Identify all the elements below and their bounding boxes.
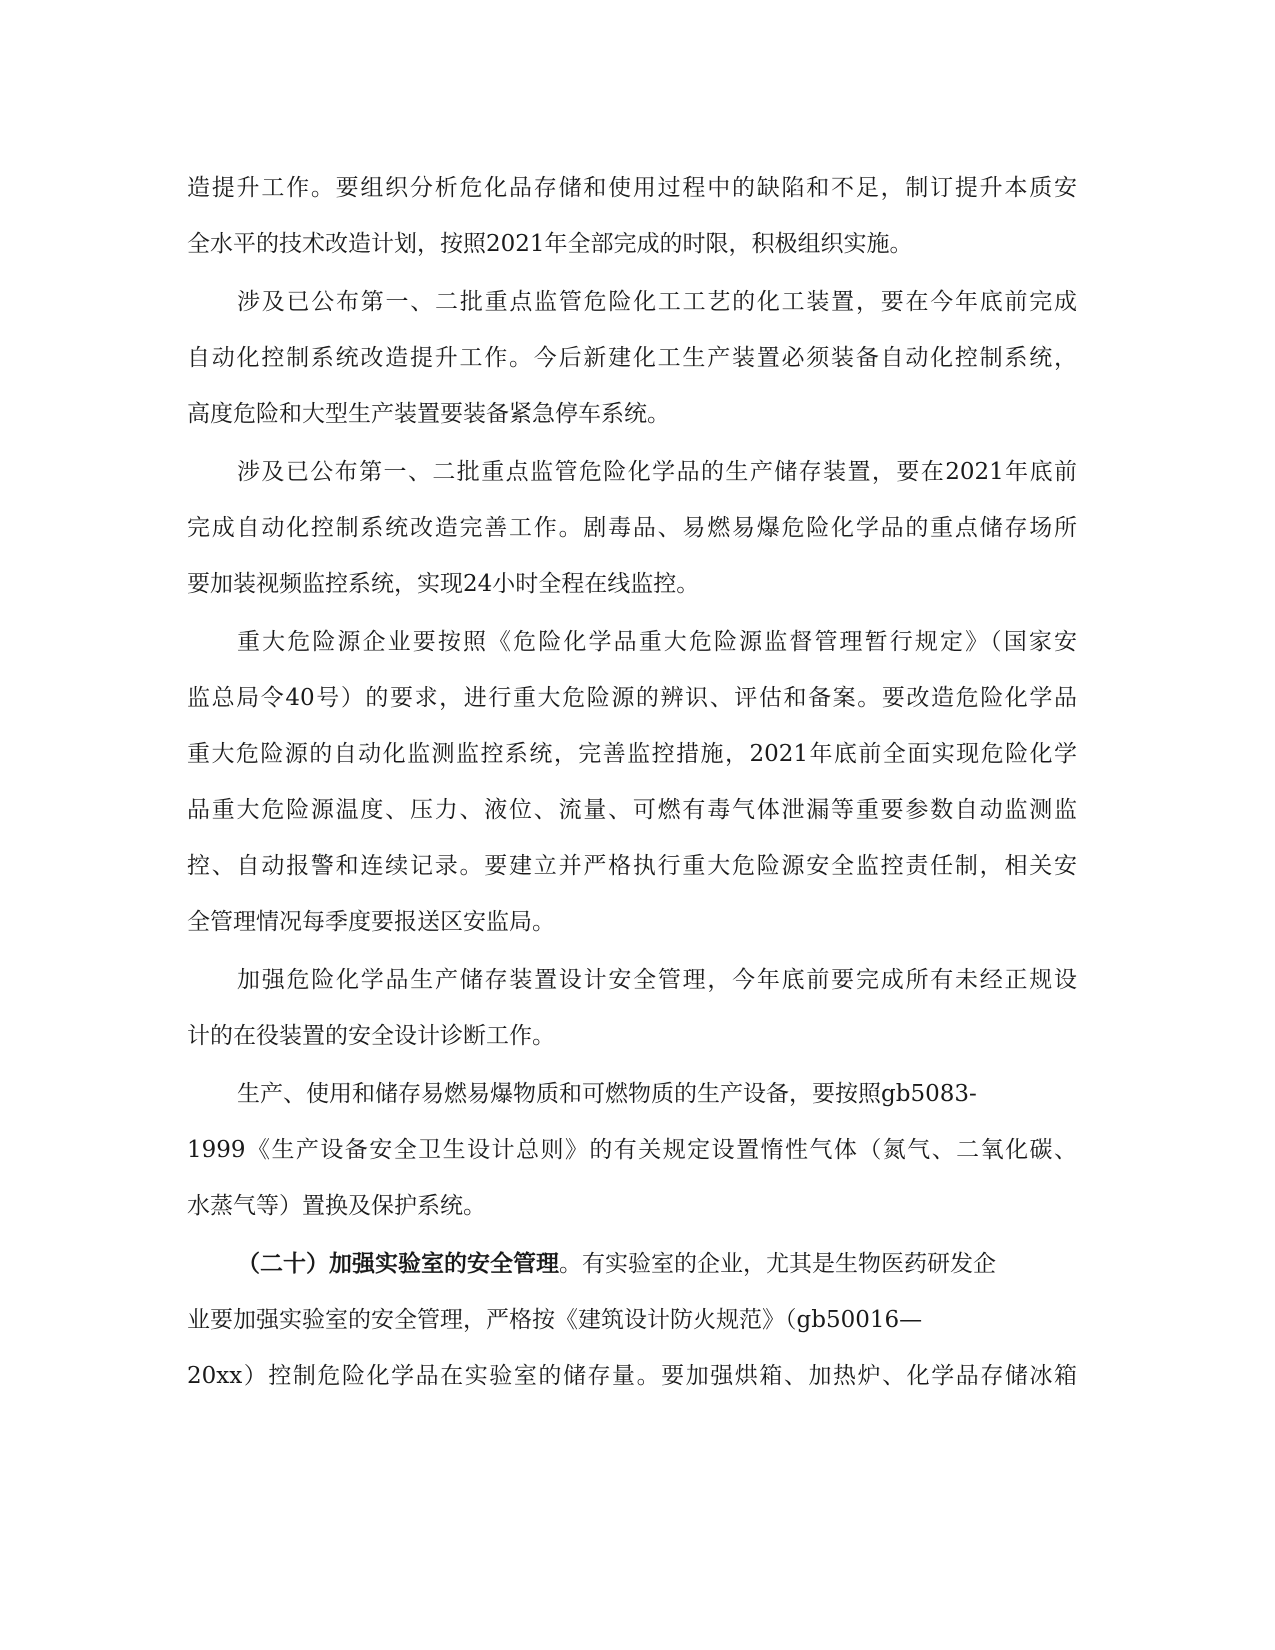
body-text-line: 涉及已公布第一、二批重点监管危险化工工艺的化工装置，要在今年底前完成 — [237, 289, 1077, 315]
body-text-line: 20xx）控制危险化学品在实验室的储存量。要加强烘箱、加热炉、化学品存储冰箱 — [187, 1363, 1077, 1389]
body-text-line: 计的在役装置的安全设计诊断工作。 — [187, 1023, 555, 1049]
body-text-line: 重大危险源企业要按照《危险化学品重大危险源监督管理暂行规定》（国家安 — [237, 629, 1077, 655]
body-text-line: 1999《生产设备安全卫生设计总则》的有关规定设置惰性气体（氮气、二氧化碳、 — [187, 1137, 1077, 1163]
body-text-line — [237, 1249, 1077, 1279]
body-text-line: 全管理情况每季度要报送区安监局。 — [187, 909, 555, 935]
body-text-line: 品重大危险源温度、压力、液位、流量、可燃有毒气体泄漏等重要参数自动监测监 — [187, 797, 1077, 823]
body-text-line: 自动化控制系统改造提升工作。今后新建化工生产装置必须装备自动化控制系统， — [187, 345, 1077, 371]
body-text-line: 加强危险化学品生产储存装置设计安全管理，今年底前要完成所有未经正规设 — [237, 967, 1077, 993]
body-text-line: 控、自动报警和连续记录。要建立并严格执行重大危险源安全监控责任制，相关安 — [187, 853, 1077, 879]
body-text-line: 要加装视频监控系统，实现24小时全程在线监控。 — [187, 571, 700, 597]
body-text-line: 完成自动化控制系统改造完善工作。剧毒品、易燃易爆危险化学品的重点储存场所 — [187, 515, 1077, 541]
body-text-line: 水蒸气等）置换及保护系统。 — [187, 1193, 486, 1219]
body-text-line: 业要加强实验室的安全管理，严格按《建筑设计防火规范》（gb50016— — [187, 1307, 923, 1333]
body-text-line: 高度危险和大型生产装置要装备紧急停车系统。 — [187, 401, 670, 427]
body-text-line: 重大危险源的自动化监测监控系统，完善监控措施，2021年底前全面实现危险化学 — [187, 741, 1077, 767]
body-text-line: 监总局令40号）的要求，进行重大危险源的辨识、评估和备案。要改造危险化学品 — [187, 685, 1077, 711]
body-text-line: 涉及已公布第一、二批重点监管危险化学品的生产储存装置，要在2021年底前 — [237, 459, 1077, 485]
body-text-line: 造提升工作。要组织分析危化品存储和使用过程中的缺陷和不足，制订提升本质安 — [187, 175, 1077, 201]
body-text-run: 。有实验室的企业，尤其是生物医药研发企 — [559, 1251, 996, 1277]
body-text-line: 生产、使用和储存易燃易爆物质和可燃物质的生产设备，要按照gb5083- — [237, 1081, 977, 1107]
section-heading: （二十）加强实验室的安全管理 — [237, 1250, 559, 1277]
body-text-line: 全水平的技术改造计划，按照2021年全部完成的时限，积极组织实施。 — [187, 231, 913, 257]
